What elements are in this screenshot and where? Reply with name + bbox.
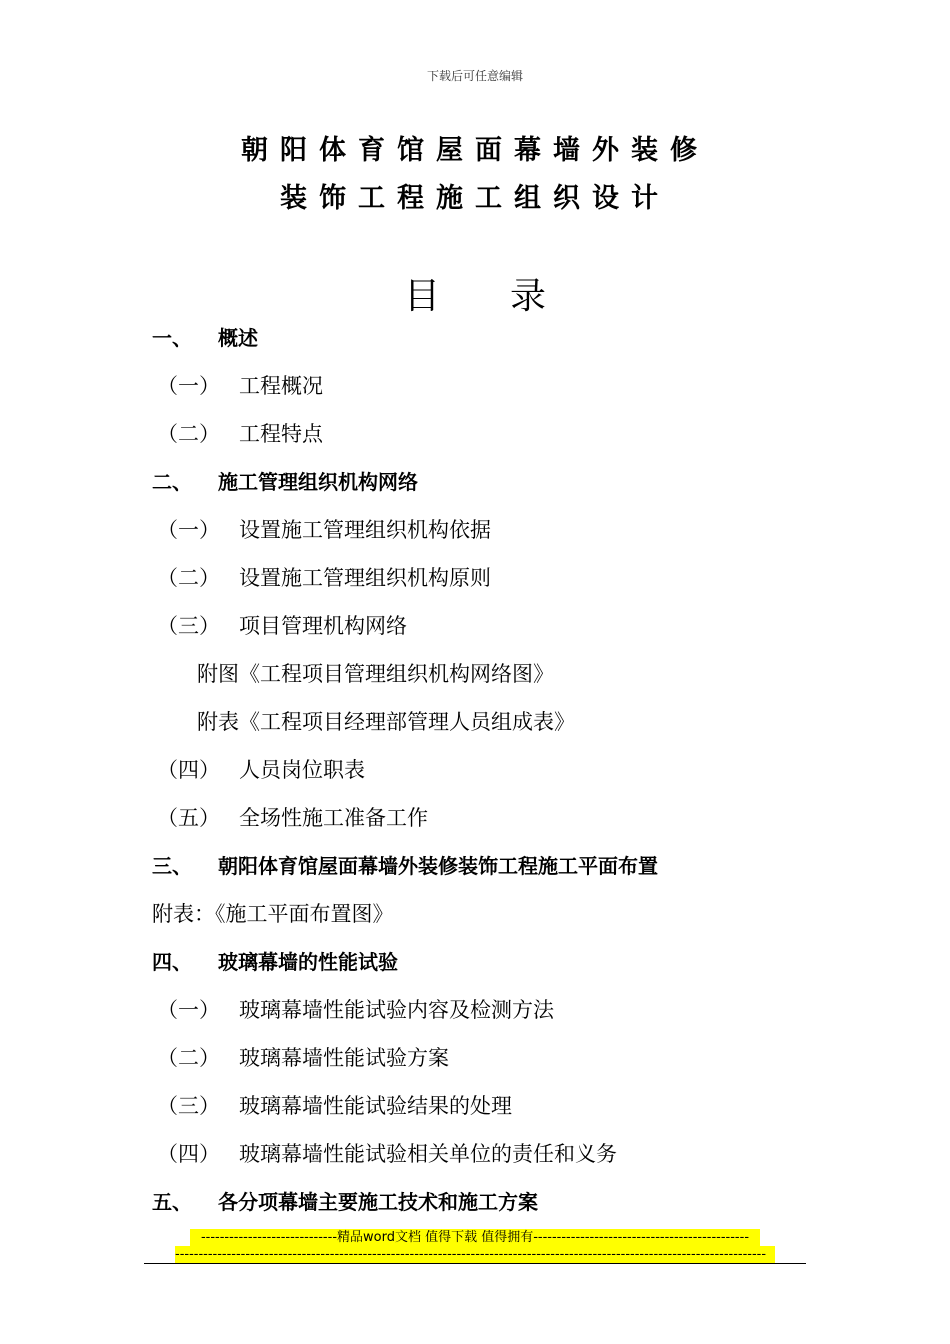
toc-item-text: 朝阳体育馆屋面幕墙外装修装饰工程施工平面布置 [218, 854, 658, 878]
toc-item-text: 项目管理机构网络 [239, 614, 407, 638]
toc-item-text: 附表《工程项目经理部管理人员组成表》 [197, 710, 575, 734]
toc-item-text: 设置施工管理组织机构依据 [239, 518, 491, 542]
toc-item-text: 施工管理组织机构网络 [218, 470, 418, 494]
toc-item-number: （一） [157, 518, 220, 542]
toc-item-number: 三、 [152, 854, 192, 878]
toc-item-text: 人员岗位职表 [239, 758, 365, 782]
toc-item-number: （一） [157, 998, 220, 1022]
toc-item-number: （五） [157, 806, 220, 830]
document-title-line-2: 装饰工程施工组织设计 [280, 183, 670, 214]
toc-item-number: （四） [157, 1142, 220, 1166]
toc-item-number: （四） [157, 758, 220, 782]
toc-item-text: 附图《工程项目管理组织机构网络图》 [197, 662, 554, 686]
toc-item-number: 一、 [152, 326, 192, 350]
toc-item-number: （一） [157, 374, 220, 398]
document-title-line-1: 朝阳体育馆屋面幕墙外装修 [241, 135, 709, 166]
toc-item-number: 四、 [152, 950, 192, 974]
toc-item-text: 玻璃幕墙性能试验方案 [239, 1046, 449, 1070]
toc-item-text: 玻璃幕墙的性能试验 [218, 950, 398, 974]
toc-item-text: 工程特点 [239, 422, 323, 446]
toc-item-text: 概述 [218, 326, 258, 350]
toc-item-text: 附表：《施工平面布置图》 [152, 902, 394, 926]
toc-item-number: （二） [157, 566, 220, 590]
footer-banner-line-2: ------------------------------------------------------------------------------------------------------------------------------ [175, 1246, 775, 1263]
toc-item-text: 玻璃幕墙性能试验相关单位的责任和义务 [239, 1142, 617, 1166]
header-note: 下载后可任意编辑 [426, 69, 523, 83]
toc-item-text: 各分项幕墙主要施工技术和施工方案 [218, 1190, 538, 1214]
toc-item-number: 五、 [152, 1190, 192, 1214]
toc-item-text: 设置施工管理组织机构原则 [239, 566, 491, 590]
toc-item-text: 玻璃幕墙性能试验结果的处理 [239, 1094, 512, 1118]
toc-item-number: 二、 [152, 470, 192, 494]
toc-item-text: 工程概况 [239, 374, 323, 398]
toc-item-number: （二） [157, 422, 220, 446]
toc-item-number: （三） [157, 614, 220, 638]
toc-heading: 目录 [403, 276, 616, 317]
toc-item-text: 全场性施工准备工作 [239, 806, 428, 830]
toc-item-number: （三） [157, 1094, 220, 1118]
toc-item-text: 玻璃幕墙性能试验内容及检测方法 [239, 998, 554, 1022]
toc-item-number: （二） [157, 1046, 220, 1070]
footer-banner-line-1: -----------------------------精品word文档 值得下载 值得拥有---------------------------------------------- [190, 1229, 760, 1246]
footer-divider [144, 1263, 806, 1264]
